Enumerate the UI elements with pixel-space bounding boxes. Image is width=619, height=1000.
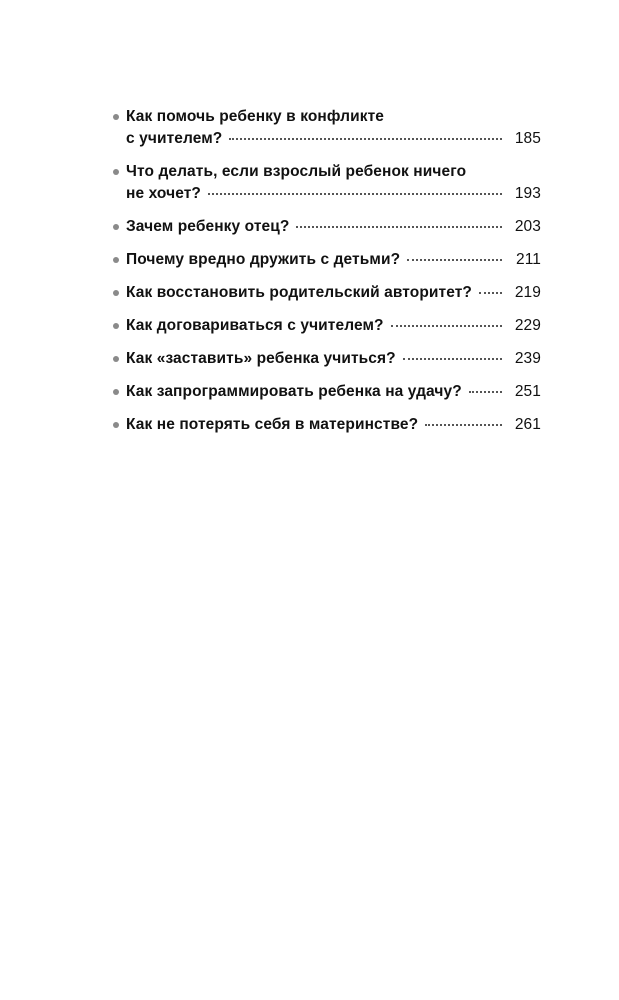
toc-entry-page-number: 251 [514,383,541,400]
toc-entry[interactable] [113,216,541,238]
toc-entry-title: Как восстановить родительский авторитет? [126,284,472,301]
toc-entry-page-number: 185 [514,130,541,147]
bullet-icon [113,389,119,395]
table-of-contents [113,106,541,447]
dot-leader [407,259,502,261]
bullet-icon [113,323,119,329]
toc-entry-title: Почему вредно дружить с детьми? [126,251,401,268]
toc-entry[interactable] [113,161,541,205]
toc-entry-page-number: 193 [514,185,541,202]
dot-leader [469,391,502,393]
toc-entry-page-number: 239 [514,350,541,367]
toc-entry[interactable] [113,106,541,150]
bullet-icon [113,290,119,296]
toc-entry[interactable] [113,348,541,370]
dot-leader [479,292,502,294]
toc-entry[interactable] [113,282,541,304]
toc-entry-title-line1: Как помочь ребенку в конфликте [126,108,385,125]
toc-entry-title-line2: с учителем? [126,130,223,147]
dot-leader [208,193,502,195]
toc-entry-page-number: 211 [515,251,541,268]
dot-leader [229,138,502,140]
bullet-icon [113,169,119,175]
toc-entry[interactable] [113,381,541,403]
toc-entry-title: Как договариваться с учителем? [126,317,384,334]
toc-entry-page-number: 219 [514,284,541,301]
dot-leader [403,358,502,360]
dot-leader [391,325,502,327]
toc-entry-title-line1: Что делать, если взрослый ребенок ничего [126,163,467,180]
bullet-icon [113,422,119,428]
toc-entry[interactable] [113,315,541,337]
toc-entry-title: Как запрограммировать ребенка на удачу? [126,383,462,400]
bullet-icon [113,114,119,120]
toc-entry-page-number: 261 [514,416,541,433]
toc-entry-title: Зачем ребенку отец? [126,218,290,235]
dot-leader [296,226,502,228]
dot-leader [425,424,502,426]
bullet-icon [113,257,119,263]
toc-entry-title-line2: не хочет? [126,185,201,202]
toc-entry[interactable] [113,414,541,436]
bullet-icon [113,356,119,362]
toc-entry-page-number: 203 [514,218,541,235]
toc-entry-title: Как не потерять себя в материнстве? [126,416,419,433]
toc-entry-title: Как «заставить» ребенка учиться? [126,350,396,367]
toc-entry-page-number: 229 [514,317,541,334]
bullet-icon [113,224,119,230]
toc-entry[interactable] [113,249,541,271]
